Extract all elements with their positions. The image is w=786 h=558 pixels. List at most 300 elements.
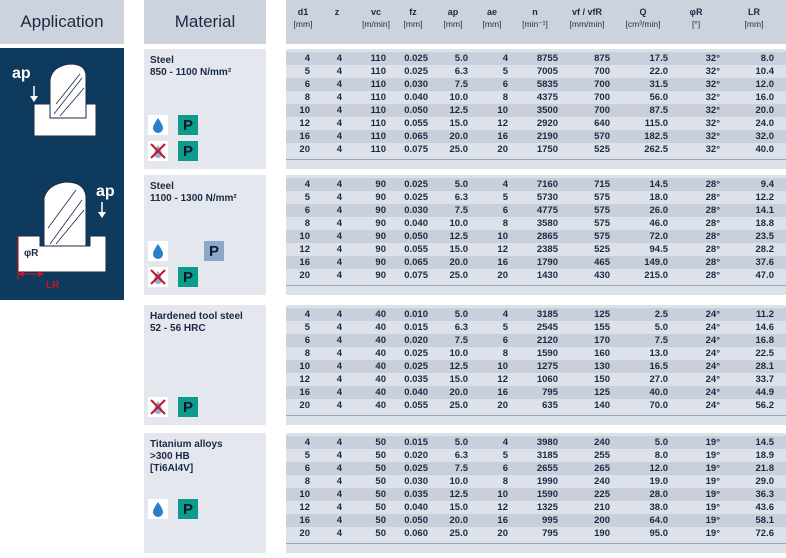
table-row bbox=[286, 347, 786, 360]
table-cell: 7.5 bbox=[454, 463, 468, 474]
table-row bbox=[286, 243, 786, 256]
table-cell: 46.0 bbox=[649, 218, 668, 229]
material-group-p-badge: P bbox=[178, 397, 198, 417]
table-cell: 4 bbox=[336, 131, 342, 142]
material-group-p-badge: P bbox=[178, 115, 198, 135]
table-cell: 19° bbox=[705, 515, 720, 526]
table-cell: 4 bbox=[336, 437, 342, 448]
table-cell: 90 bbox=[375, 231, 386, 242]
table-cell: 50 bbox=[375, 476, 386, 487]
table-cell: 2865 bbox=[536, 231, 558, 242]
coolant-drop-icon bbox=[148, 499, 168, 519]
table-cell: 1590 bbox=[536, 348, 558, 359]
table-cell: 12 bbox=[497, 118, 508, 129]
material-group-p-badge: P bbox=[204, 241, 224, 261]
table-cell: 1990 bbox=[536, 476, 558, 487]
table-cell: 28.2 bbox=[755, 244, 774, 255]
table-row bbox=[286, 475, 786, 488]
table-row bbox=[286, 373, 786, 386]
table-cell: 12.2 bbox=[755, 192, 774, 203]
table-cell: 4 bbox=[502, 309, 508, 320]
table-cell: 0.050 bbox=[404, 231, 428, 242]
table-cell: 0.055 bbox=[404, 400, 428, 411]
table-cell: 210 bbox=[594, 502, 610, 513]
table-cell: 0.040 bbox=[404, 218, 428, 229]
table-cell: 9.4 bbox=[760, 179, 774, 190]
table-cell: 4 bbox=[336, 515, 342, 526]
table-cell: 995 bbox=[542, 515, 558, 526]
table-cell: 4 bbox=[336, 92, 342, 103]
table-row bbox=[286, 104, 786, 117]
table-cell: 5 bbox=[304, 192, 310, 203]
table-cell: 44.9 bbox=[755, 387, 774, 398]
dry-machining-icon bbox=[148, 267, 168, 287]
table-cell: 6 bbox=[304, 79, 310, 90]
table-cell: 0.025 bbox=[404, 53, 428, 64]
table-cell: 7.5 bbox=[454, 335, 468, 346]
table-cell: 2.5 bbox=[654, 309, 668, 320]
table-cell: 12 bbox=[299, 374, 310, 385]
column-header-row bbox=[286, 0, 786, 44]
table-cell: 8 bbox=[304, 348, 310, 359]
table-cell: 5835 bbox=[536, 79, 558, 90]
table-cell: 90 bbox=[375, 270, 386, 281]
table-cell: 29.0 bbox=[755, 476, 774, 487]
column-symbol: ae bbox=[486, 7, 497, 17]
table-cell: 4 bbox=[336, 528, 342, 539]
table-cell: 10 bbox=[299, 231, 310, 242]
material-title-line: Hardened tool steel bbox=[150, 311, 243, 322]
table-cell: 0.030 bbox=[404, 205, 428, 216]
table-cell: 40 bbox=[375, 400, 386, 411]
table-cell: 0.050 bbox=[404, 105, 428, 116]
table-cell: 115.0 bbox=[644, 118, 668, 129]
table-cell: 24° bbox=[705, 348, 720, 359]
table-cell: 12 bbox=[497, 502, 508, 513]
table-cell: 24° bbox=[705, 374, 720, 385]
table-cell: 8.0 bbox=[654, 450, 668, 461]
table-cell: 18.8 bbox=[755, 218, 774, 229]
table-cell: 24° bbox=[705, 335, 720, 346]
table-cell: 19° bbox=[705, 463, 720, 474]
table-cell: 7005 bbox=[536, 66, 558, 77]
table-cell: 0.040 bbox=[404, 92, 428, 103]
table-cell: 8 bbox=[502, 92, 508, 103]
table-cell: 150 bbox=[594, 374, 610, 385]
table-cell: 0.055 bbox=[404, 244, 428, 255]
table-cell: 72.0 bbox=[649, 231, 668, 242]
table-cell: 40 bbox=[375, 322, 386, 333]
table-cell: 4 bbox=[502, 179, 508, 190]
table-cell: 13.0 bbox=[649, 348, 668, 359]
table-cell: 8 bbox=[304, 476, 310, 487]
column-symbol: n bbox=[532, 7, 538, 17]
table-cell: 1275 bbox=[536, 361, 558, 372]
table-cell: 3185 bbox=[536, 450, 558, 461]
table-row bbox=[286, 488, 786, 501]
table-cell: 0.035 bbox=[404, 489, 428, 500]
table-cell: 4 bbox=[336, 348, 342, 359]
table-cell: 0.040 bbox=[404, 387, 428, 398]
table-cell: 23.5 bbox=[755, 231, 774, 242]
table-cell: 24° bbox=[705, 322, 720, 333]
table-cell: 40 bbox=[375, 335, 386, 346]
table-cell: 5 bbox=[502, 322, 508, 333]
table-cell: 20.0 bbox=[449, 515, 468, 526]
table-cell: 40 bbox=[375, 387, 386, 398]
material-title bbox=[150, 311, 262, 335]
table-cell: 4 bbox=[336, 144, 342, 155]
table-cell: 430 bbox=[594, 270, 610, 281]
table-cell: 12 bbox=[497, 244, 508, 255]
table-cell: 47.0 bbox=[755, 270, 774, 281]
table-cell: 715 bbox=[594, 179, 610, 190]
table-cell: 4 bbox=[336, 66, 342, 77]
table-cell: 6 bbox=[502, 205, 508, 216]
table-cell: 6 bbox=[502, 335, 508, 346]
table-cell: 6 bbox=[502, 463, 508, 474]
table-cell: 0.025 bbox=[404, 192, 428, 203]
table-cell: 4 bbox=[336, 374, 342, 385]
table-cell: 28° bbox=[705, 257, 720, 268]
material-group-p-badge: P bbox=[178, 499, 198, 519]
table-cell: 15.0 bbox=[449, 502, 468, 513]
table-cell: 0.055 bbox=[404, 118, 428, 129]
table-cell: 36.3 bbox=[755, 489, 774, 500]
table-cell: 255 bbox=[594, 450, 610, 461]
table-cell: 4 bbox=[336, 53, 342, 64]
table-cell: 31.5 bbox=[649, 79, 668, 90]
table-cell: 5.0 bbox=[654, 322, 668, 333]
table-cell: 1430 bbox=[536, 270, 558, 281]
table-cell: 20 bbox=[299, 400, 310, 411]
dry-machining-icon bbox=[148, 141, 168, 161]
table-cell: 20.0 bbox=[449, 131, 468, 142]
table-cell: 24.0 bbox=[755, 118, 774, 129]
table-cell: 2385 bbox=[536, 244, 558, 255]
column-header-9 bbox=[672, 6, 720, 30]
table-cell: 18.9 bbox=[755, 450, 774, 461]
table-cell: 5.0 bbox=[454, 437, 468, 448]
table-cell: 7.5 bbox=[454, 205, 468, 216]
ap-top-label: ap bbox=[12, 65, 31, 82]
table-cell: 8 bbox=[502, 218, 508, 229]
table-cell: 4 bbox=[336, 387, 342, 398]
table-cell: 20.0 bbox=[449, 257, 468, 268]
table-cell: 6.3 bbox=[454, 450, 468, 461]
material-block bbox=[144, 49, 266, 169]
table-cell: 125 bbox=[594, 309, 610, 320]
table-cell: 215.0 bbox=[644, 270, 668, 281]
table-cell: 5 bbox=[304, 322, 310, 333]
table-cell: 0.030 bbox=[404, 79, 428, 90]
table-cell: 20 bbox=[299, 144, 310, 155]
table-cell: 4 bbox=[304, 179, 310, 190]
table-cell: 125 bbox=[594, 387, 610, 398]
table-cell: 10 bbox=[497, 231, 508, 242]
column-header-6 bbox=[512, 6, 558, 30]
table-cell: 27.0 bbox=[649, 374, 668, 385]
table-cell: 0.025 bbox=[404, 179, 428, 190]
table-cell: 5.0 bbox=[454, 179, 468, 190]
table-cell: 50 bbox=[375, 515, 386, 526]
table-cell: 2655 bbox=[536, 463, 558, 474]
table-cell: 262.5 bbox=[644, 144, 668, 155]
table-cell: 0.020 bbox=[404, 450, 428, 461]
table-cell: 3500 bbox=[536, 105, 558, 116]
table-cell: 10 bbox=[497, 105, 508, 116]
table-cell: 90 bbox=[375, 218, 386, 229]
table-cell: 4 bbox=[336, 179, 342, 190]
table-cell: 5.0 bbox=[654, 437, 668, 448]
table-cell: 87.5 bbox=[649, 105, 668, 116]
column-unit: [mm] bbox=[293, 19, 313, 29]
table-row bbox=[286, 308, 786, 321]
table-cell: 8.0 bbox=[760, 53, 774, 64]
coolant-drop-icon bbox=[148, 115, 168, 135]
table-cell: 50 bbox=[375, 502, 386, 513]
table-cell: 10 bbox=[497, 489, 508, 500]
table-cell: 25.0 bbox=[449, 144, 468, 155]
table-cell: 6.3 bbox=[454, 192, 468, 203]
table-cell: 160 bbox=[594, 348, 610, 359]
table-cell: 20 bbox=[299, 270, 310, 281]
table-cell: 28° bbox=[705, 270, 720, 281]
table-cell: 38.0 bbox=[649, 502, 668, 513]
table-cell: 17.5 bbox=[649, 53, 668, 64]
table-cell: 640 bbox=[594, 118, 610, 129]
table-cell: 6 bbox=[304, 463, 310, 474]
ap-side-label: ap bbox=[96, 183, 115, 200]
column-unit: [min⁻¹] bbox=[522, 19, 548, 29]
table-cell: 3185 bbox=[536, 309, 558, 320]
table-cell: 16.5 bbox=[649, 361, 668, 372]
table-row bbox=[286, 360, 786, 373]
table-cell: 15.0 bbox=[449, 118, 468, 129]
table-cell: 0.030 bbox=[404, 476, 428, 487]
table-cell: 50 bbox=[375, 450, 386, 461]
table-row bbox=[286, 449, 786, 462]
table-cell: 4 bbox=[336, 270, 342, 281]
column-unit: [mm/min] bbox=[569, 19, 605, 29]
table-cell: 4 bbox=[336, 361, 342, 372]
table-cell: 28° bbox=[705, 179, 720, 190]
column-symbol: vf / vfR bbox=[571, 7, 602, 17]
table-cell: 12 bbox=[299, 502, 310, 513]
table-cell: 4 bbox=[336, 231, 342, 242]
table-cell: 140 bbox=[594, 400, 610, 411]
column-header-4 bbox=[434, 6, 472, 30]
material-title bbox=[150, 439, 262, 475]
table-cell: 28.1 bbox=[755, 361, 774, 372]
table-cell: 4 bbox=[336, 450, 342, 461]
table-cell: 4 bbox=[336, 400, 342, 411]
table-cell: 4 bbox=[336, 218, 342, 229]
table-cell: 8 bbox=[502, 476, 508, 487]
column-header-5 bbox=[474, 6, 510, 30]
table-cell: 50 bbox=[375, 528, 386, 539]
column-unit: [m/min] bbox=[362, 19, 390, 29]
column-header-8 bbox=[616, 6, 670, 30]
table-cell: 130 bbox=[594, 361, 610, 372]
table-row bbox=[286, 191, 786, 204]
table-cell: 190 bbox=[594, 528, 610, 539]
table-cell: 25.0 bbox=[449, 528, 468, 539]
column-unit: [cm³/min] bbox=[625, 19, 661, 29]
table-cell: 4 bbox=[336, 79, 342, 90]
table-cell: 4 bbox=[336, 476, 342, 487]
table-row bbox=[286, 514, 786, 527]
column-unit: [°] bbox=[691, 19, 701, 29]
table-cell: 0.020 bbox=[404, 335, 428, 346]
table-cell: 22.5 bbox=[755, 348, 774, 359]
table-cell: 110 bbox=[370, 79, 386, 90]
table-cell: 1590 bbox=[536, 489, 558, 500]
table-cell: 16 bbox=[497, 515, 508, 526]
table-cell: 21.8 bbox=[755, 463, 774, 474]
table-cell: 90 bbox=[375, 179, 386, 190]
table-cell: 575 bbox=[594, 231, 610, 242]
table-cell: 6 bbox=[304, 205, 310, 216]
table-row bbox=[286, 78, 786, 91]
table-divider bbox=[286, 285, 786, 286]
table-cell: 7.5 bbox=[654, 335, 668, 346]
table-cell: 12 bbox=[497, 374, 508, 385]
table-cell: 32° bbox=[705, 92, 720, 103]
column-header-7 bbox=[560, 6, 614, 30]
table-row bbox=[286, 178, 786, 191]
material-title-line: 1100 - 1300 N/mm² bbox=[150, 193, 237, 204]
table-cell: 635 bbox=[542, 400, 558, 411]
table-cell: 28.0 bbox=[649, 489, 668, 500]
material-block bbox=[144, 433, 266, 553]
table-cell: 12.0 bbox=[755, 79, 774, 90]
table-cell: 8 bbox=[502, 348, 508, 359]
table-row bbox=[286, 527, 786, 540]
table-cell: 12.5 bbox=[449, 231, 468, 242]
table-cell: 20.0 bbox=[449, 387, 468, 398]
table-cell: 19° bbox=[705, 476, 720, 487]
table-cell: 110 bbox=[370, 144, 386, 155]
table-cell: 700 bbox=[594, 105, 610, 116]
table-cell: 5.0 bbox=[454, 53, 468, 64]
table-row bbox=[286, 65, 786, 78]
column-symbol: d1 bbox=[297, 7, 309, 17]
material-title bbox=[150, 181, 262, 205]
table-row bbox=[286, 143, 786, 156]
table-cell: 4 bbox=[304, 437, 310, 448]
table-cell: 10 bbox=[299, 105, 310, 116]
table-cell: 7160 bbox=[536, 179, 558, 190]
table-row bbox=[286, 462, 786, 475]
table-cell: 1750 bbox=[536, 144, 558, 155]
table-cell: 24° bbox=[705, 361, 720, 372]
table-cell: 15.0 bbox=[449, 244, 468, 255]
material-group-p-badge: P bbox=[178, 141, 198, 161]
table-cell: 4 bbox=[502, 53, 508, 64]
table-cell: 5 bbox=[502, 450, 508, 461]
table-cell: 32° bbox=[705, 53, 720, 64]
table-cell: 12.5 bbox=[449, 489, 468, 500]
cutting-data-table bbox=[286, 305, 786, 425]
table-cell: 4 bbox=[304, 53, 310, 64]
table-cell: 33.7 bbox=[755, 374, 774, 385]
table-cell: 19° bbox=[705, 450, 720, 461]
table-cell: 28° bbox=[705, 192, 720, 203]
table-cell: 64.0 bbox=[649, 515, 668, 526]
table-cell: 22.0 bbox=[649, 66, 668, 77]
table-cell: 14.5 bbox=[755, 437, 774, 448]
table-cell: 525 bbox=[594, 244, 610, 255]
cutting-data-table bbox=[286, 49, 786, 169]
table-cell: 16 bbox=[497, 387, 508, 398]
table-cell: 56.0 bbox=[649, 92, 668, 103]
table-cell: 50 bbox=[375, 437, 386, 448]
column-header-0 bbox=[286, 6, 320, 30]
table-cell: 14.6 bbox=[755, 322, 774, 333]
table-row bbox=[286, 117, 786, 130]
table-cell: 20 bbox=[299, 528, 310, 539]
column-symbol: LR bbox=[748, 7, 760, 17]
column-header-10 bbox=[724, 6, 784, 30]
table-cell: 32° bbox=[705, 66, 720, 77]
table-cell: 32° bbox=[705, 79, 720, 90]
table-cell: 15.0 bbox=[449, 374, 468, 385]
table-cell: 32.0 bbox=[755, 131, 774, 142]
table-cell: 40.0 bbox=[755, 144, 774, 155]
table-row bbox=[286, 217, 786, 230]
table-cell: 10.0 bbox=[449, 348, 468, 359]
table-cell: 4 bbox=[304, 309, 310, 320]
table-cell: 94.5 bbox=[649, 244, 668, 255]
column-symbol: z bbox=[334, 7, 340, 17]
table-cell: 10.0 bbox=[449, 476, 468, 487]
table-cell: 20 bbox=[497, 400, 508, 411]
table-cell: 10 bbox=[299, 361, 310, 372]
column-symbol: vc bbox=[370, 7, 381, 17]
table-cell: 0.040 bbox=[404, 502, 428, 513]
table-row bbox=[286, 436, 786, 449]
table-row bbox=[286, 52, 786, 65]
table-cell: 240 bbox=[594, 476, 610, 487]
table-cell: 4 bbox=[502, 437, 508, 448]
table-cell: 10.0 bbox=[449, 218, 468, 229]
table-cell: 43.6 bbox=[755, 502, 774, 513]
table-cell: 110 bbox=[370, 66, 386, 77]
material-title-line: Titanium alloys bbox=[150, 439, 223, 450]
material-header bbox=[144, 0, 266, 44]
material-group-p-badge: P bbox=[178, 267, 198, 287]
table-cell: 795 bbox=[542, 528, 558, 539]
table-row bbox=[286, 256, 786, 269]
application-header bbox=[0, 0, 124, 44]
table-cell: 6 bbox=[502, 79, 508, 90]
table-row bbox=[286, 230, 786, 243]
table-cell: 26.0 bbox=[649, 205, 668, 216]
phiR-label: φR bbox=[24, 248, 39, 259]
table-cell: 14.1 bbox=[755, 205, 774, 216]
table-cell: 72.6 bbox=[755, 528, 774, 539]
column-symbol: ap bbox=[447, 7, 459, 17]
table-cell: 56.2 bbox=[755, 400, 774, 411]
table-cell: 5 bbox=[502, 66, 508, 77]
table-cell: 16.8 bbox=[755, 335, 774, 346]
table-cell: 20 bbox=[497, 144, 508, 155]
table-cell: 0.015 bbox=[404, 322, 428, 333]
table-cell: 24° bbox=[705, 400, 720, 411]
table-cell: 4 bbox=[336, 192, 342, 203]
table-cell: 5 bbox=[304, 66, 310, 77]
